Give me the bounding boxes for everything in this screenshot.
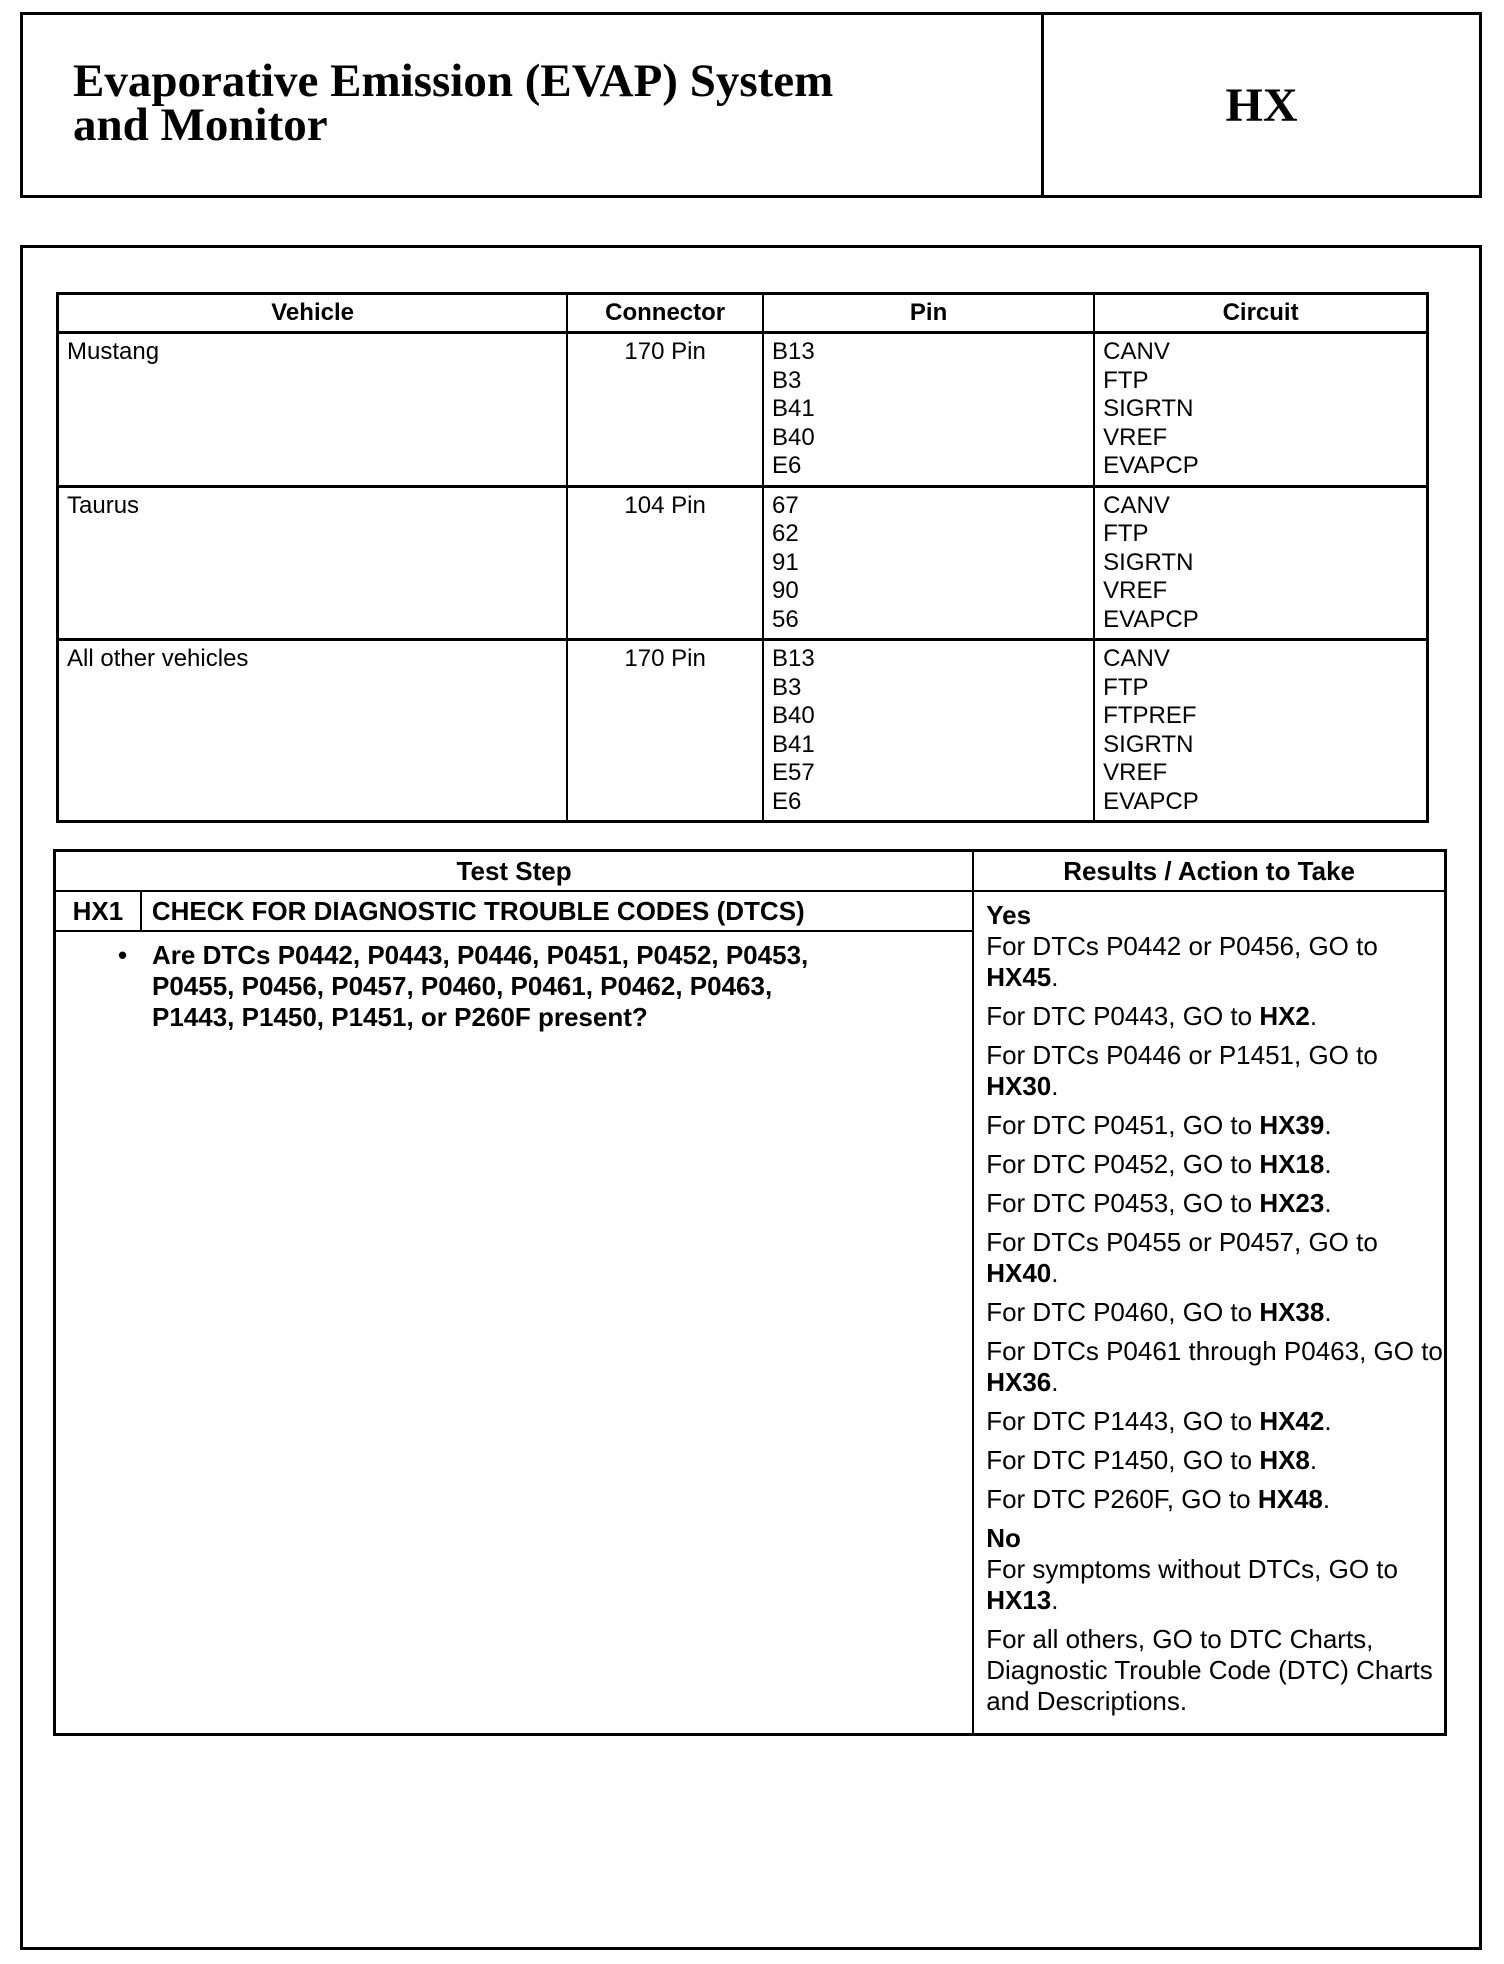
circuit-cell [1094,640,1427,822]
action-text: For DTC P1450, GO to [986,1445,1253,1475]
circuit-value: CANV [1103,645,1170,672]
action-text: For DTCs P0442 or P0456, GO to [986,931,1378,961]
pin-cell [763,640,1094,822]
action-text: For DTCs P0446 or P1451, GO to [986,1040,1378,1070]
action-text: For DTC P1443, GO to [986,1406,1253,1436]
goto-step-link: HX30 [986,1071,1052,1101]
action-text: For DTC P0453, GO to [986,1188,1253,1218]
yes-label: Yes [986,900,1032,930]
pin-value: B41 [772,730,815,758]
table-row [58,333,1428,487]
pin-value: B13 [772,338,815,365]
result-action: For DTC P0451, GO to HX39. [986,1110,1332,1140]
pin-value: 56 [772,605,799,633]
title-line-2: and Monitor [73,99,328,151]
connector-pin-table [56,292,1429,823]
section-code: HX [1225,78,1298,132]
no-label: No [986,1523,1021,1553]
goto-step-link: HX48 [1257,1484,1323,1514]
circuit-value: FTP [1103,366,1149,394]
pin-value: B40 [772,702,815,729]
goto-step-link: HX18 [1259,1149,1325,1179]
circuit-value: CANV [1103,338,1170,365]
bullet-icon: • [118,940,128,970]
goto-step-link: HX38 [1259,1297,1325,1327]
question-line: Are DTCs P0442, P0443, P0446, P0451, P0452, P0453, [152,940,809,970]
action-text: For DTC P0460, GO to [986,1297,1253,1327]
pin-value: E57 [772,759,815,786]
pin-value: B3 [772,366,802,394]
step-id: HX1 [55,891,141,931]
result-action: For DTC P1450, GO to HX8. [986,1445,1318,1475]
table-row [58,640,1428,822]
pin-cell [763,333,1094,487]
pin-value: 91 [772,548,799,576]
result-action [986,1624,1444,1717]
pin-value: 90 [772,577,799,604]
results-cell [973,891,1445,1735]
action-text: For symptoms without DTCs, GO to [986,1554,1398,1584]
circuit-value: FTPREF [1103,702,1197,729]
result-action: For DTC P260F, GO to HX48. [986,1484,1331,1514]
action-text: For DTC P0451, GO to [986,1110,1253,1140]
circuit-value: CANV [1103,491,1170,519]
circuit-value: SIGRTN [1103,548,1194,576]
result-action: For DTC P0453, GO to HX23. [986,1188,1332,1218]
circuit-value: SIGRTN [1103,395,1194,422]
goto-step-link: HX45 [986,962,1052,992]
result-action: For DTCs P0461 through P0463, GO to HX36. [986,1336,1443,1397]
connector-cell: 170 Pin [567,333,763,487]
result-action: For DTC P0443, GO to HX2. [986,1001,1318,1031]
pin-cell [763,486,1094,640]
action-text: For DTC P0443, GO to [986,1001,1253,1031]
circuit-value: FTP [1103,673,1149,701]
pin-value: B13 [772,645,815,672]
action-text: For DTC P260F, GO to [986,1484,1251,1514]
pin-value: B40 [772,423,815,451]
pin-value: E6 [772,787,802,815]
result-action: For DTCs P0455 or P0457, GO to HX40. [986,1227,1378,1288]
step-question [56,940,962,1033]
action-text: For DTCs P0455 or P0457, GO to [986,1227,1378,1257]
question-cell [55,931,974,1735]
vehicle-cell: All other vehicles [58,640,568,822]
pin-value: 62 [772,520,799,547]
vehicle-cell: Taurus [58,486,568,640]
table-row [58,486,1428,640]
question-text [152,940,808,1033]
goto-step-link: HX36 [986,1367,1052,1397]
pin-value: E6 [772,452,802,479]
header-results: Results / Action to Take [973,851,1445,892]
goto-step-link: HX23 [1259,1188,1325,1218]
title-line-1: Evaporative Emission (EVAP) System [73,55,834,107]
goto-step-link: HX40 [986,1258,1052,1288]
circuit-value: VREF [1103,577,1168,604]
connector-cell: 104 Pin [567,486,763,640]
circuit-value: EVAPCP [1103,787,1199,815]
step-title-row [55,891,1446,931]
circuit-value: EVAPCP [1103,452,1199,479]
header-pin: Pin [763,294,1094,333]
circuit-cell [1094,486,1427,640]
result-action: For DTC P1443, GO to HX42. [986,1406,1332,1436]
goto-step-link: HX13 [986,1585,1052,1615]
result-action: For DTC P0452, GO to HX18. [986,1149,1332,1179]
action-text: For DTC P0452, GO to [986,1149,1253,1179]
test-step-table [53,849,1447,1736]
page-title [23,15,1044,195]
result-action: For DTCs P0446 or P1451, GO to HX30. [986,1040,1378,1101]
connector-cell: 170 Pin [567,640,763,822]
circuit-cell [1094,333,1427,487]
circuit-value: EVAPCP [1103,605,1199,633]
result-action: For DTCs P0442 or P0456, GO to HX45. [986,931,1378,992]
goto-step-link: HX42 [1259,1406,1325,1436]
circuit-value: VREF [1103,423,1168,451]
connector-table-body [58,333,1428,822]
header-connector: Connector [567,294,763,333]
action-text: For DTCs P0461 through P0463, GO to [986,1336,1443,1366]
connector-table-header-row [58,294,1428,333]
action-text: For all others, GO to DTC Charts, Diagnostic Trouble Code (DTC) Charts and Descriptions. [986,1624,1433,1716]
result-action: For symptoms without DTCs, GO to HX13. [986,1554,1398,1615]
circuit-value: SIGRTN [1103,730,1194,758]
pin-value: B41 [772,395,815,422]
circuit-value: VREF [1103,759,1168,786]
header-circuit: Circuit [1094,294,1427,333]
circuit-value: FTP [1103,520,1149,547]
goto-step-link: HX8 [1259,1445,1310,1475]
header-test-step: Test Step [55,851,974,892]
step-title: CHECK FOR DIAGNOSTIC TROUBLE CODES (DTCS) [141,891,973,931]
header-vehicle: Vehicle [58,294,568,333]
question-line: P0455, P0456, P0457, P0460, P0461, P0462, P0463, [152,971,773,1001]
test-step-header-row [55,851,1446,892]
vehicle-cell: Mustang [58,333,568,487]
goto-step-link: HX2 [1259,1001,1310,1031]
goto-step-link: HX39 [1259,1110,1325,1140]
page-header [20,12,1482,198]
question-line: P1443, P1450, P1451, or P260F present? [152,1002,648,1032]
result-action: For DTC P0460, GO to HX38. [986,1297,1332,1327]
no-actions [986,1554,1444,1717]
pin-value: B3 [772,673,802,701]
yes-actions [986,931,1444,1515]
pin-value: 67 [772,491,799,519]
